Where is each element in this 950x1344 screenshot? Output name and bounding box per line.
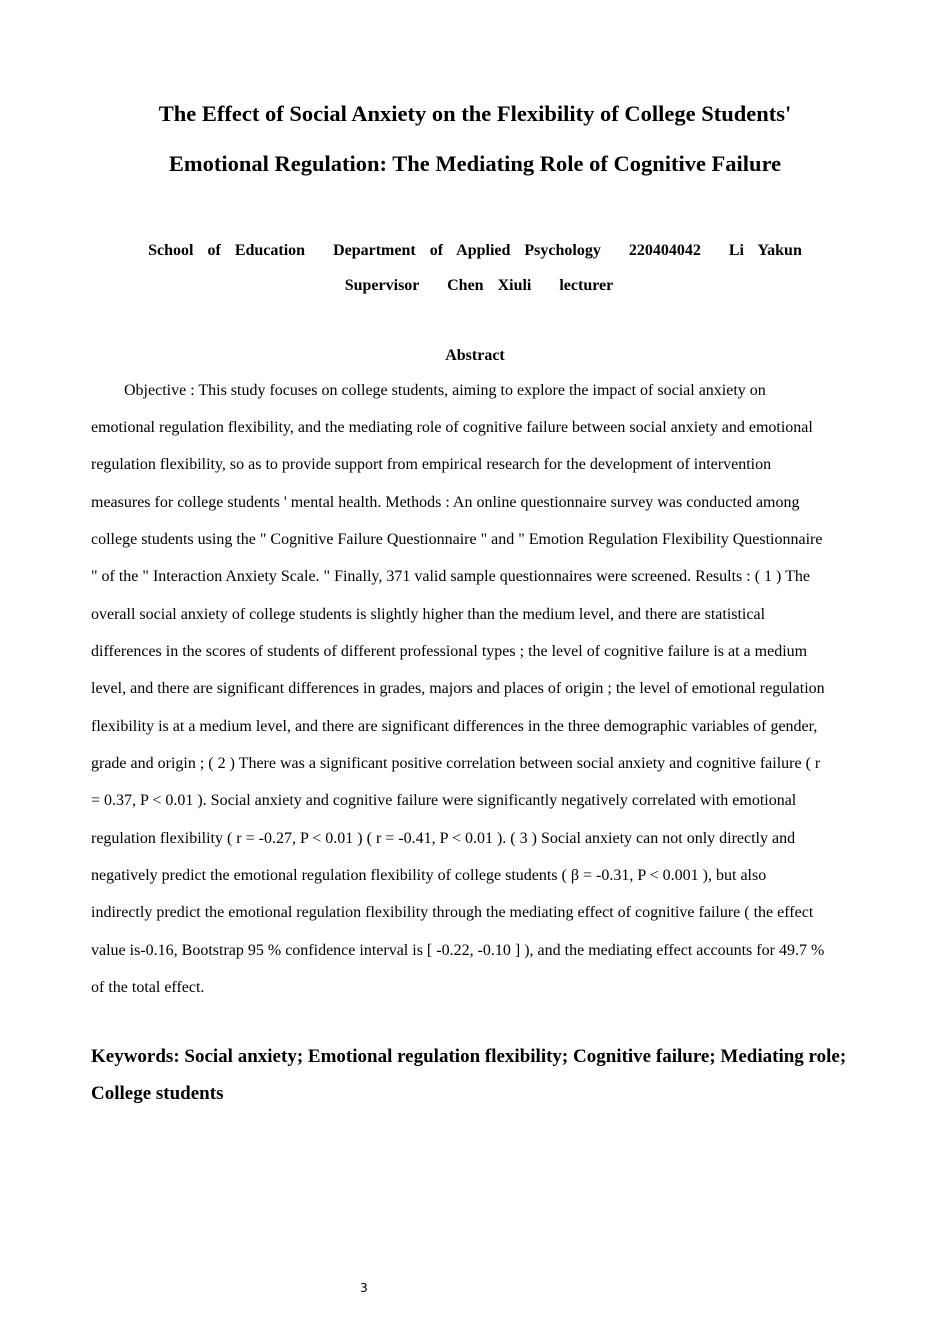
abstract-line: regulation flexibility ( r = -0.27, P < 0.01 ) ( r = -0.41, P < 0.01 ). ( 3 ) Social anxiety can not only directly and [91,830,796,847]
abstract-line: overall social anxiety of college students is slightly higher than the medium level, and there are statistical [91,606,766,623]
abstract-line: grade and origin ; ( 2 ) There was a significant positive correlation between social anxiety and cognitive failure ( r [91,755,821,772]
abstract-line: level, and there are significant differences in grades, majors and places of origin ; the level of emotional regulation [91,680,825,697]
abstract-line: indirectly predict the emotional regulation flexibility through the mediating effect of cognitive failure ( the effect [91,904,814,921]
abstract-line: of the total effect. [91,979,205,996]
abstract-line: regulation flexibility, so as to provide support from empirical research for the development of intervention [91,456,772,473]
page-number: 3 [360,1281,368,1295]
paper-title-line-1: The Effect of Social Anxiety on the Flexibility of College Students' [158,101,792,126]
supervisor-line: Supervisor Chen Xiuli lecturer [344,277,614,294]
abstract-line: " of the " Interaction Anxiety Scale. " Finally, 371 valid sample questionnaires were screened. Results : ( 1 ) The [91,568,810,585]
paper-title-line-2: Emotional Regulation: The Mediating Role of Cognitive Failure [168,151,782,176]
abstract-line: = 0.37, P < 0.01 ). Social anxiety and cognitive failure were significantly negatively correlated with emotional [91,792,797,809]
abstract-line: negatively predict the emotional regulation flexibility of college students ( β = -0.31, P < 0.001 ), but also [91,867,767,884]
abstract-line: Objective : This study focuses on college students, aiming to explore the impact of social anxiety on [124,382,766,399]
abstract-line: flexibility is at a medium level, and there are significant differences in the three demographic variables of gender, [91,718,818,735]
abstract-line: value is-0.16, Bootstrap 95 % confidence interval is [ -0.22, -0.10 ] ), and the mediating effect accounts for 49.7 % [91,942,825,959]
keywords-line-2: College students [91,1083,224,1104]
abstract-line: emotional regulation flexibility, and the mediating role of cognitive failure between social anxiety and emotional [91,419,813,436]
abstract-heading: Abstract [445,347,505,364]
abstract-line: differences in the scores of students of different professional types ; the level of cognitive failure is at a medium [91,643,808,660]
author-affiliation: School of Education Department of Applied Psychology 220404042 Li Yakun [148,242,802,259]
abstract-line: measures for college students ' mental health. Methods : An online questionnaire survey was conducted among [91,494,800,511]
abstract-line: college students using the " Cognitive Failure Questionnaire " and " Emotion Regulation Flexibility Questionnaire [91,531,823,548]
keywords-line-1: Keywords: Social anxiety; Emotional regulation flexibility; Cognitive failure; Mediating role; [91,1046,847,1067]
